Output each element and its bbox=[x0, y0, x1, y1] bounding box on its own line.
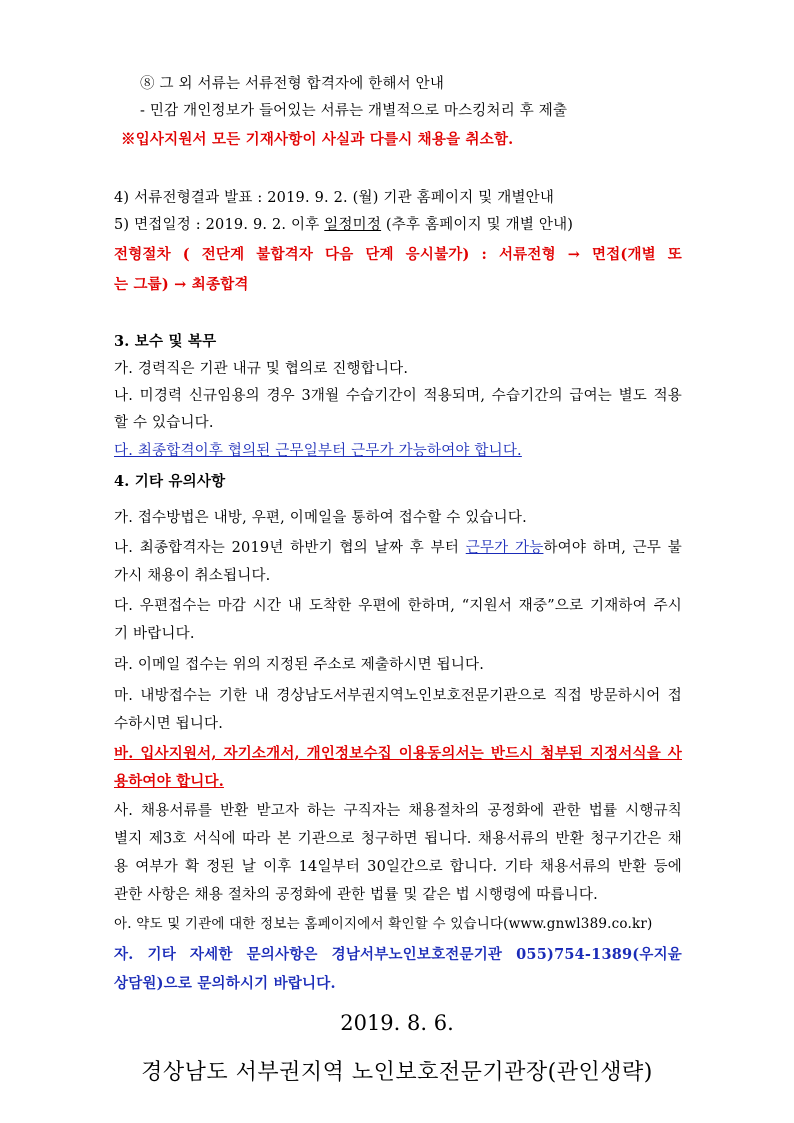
doc-line-25: 관한 사항은 채용 절차의 공정화에 관한 법률 및 같은 법 시행령에 따릅니다. bbox=[114, 887, 598, 903]
doc-line-17: 라. 이메일 접수는 위의 지정된 주소로 제출하시면 됩니다. bbox=[114, 657, 485, 673]
doc-line-13b: 근무가 가능 bbox=[465, 540, 544, 556]
doc-line-5 bbox=[114, 215, 573, 235]
doc-line-4: 4) 서류전형결과 발표 : 2019. 9. 2. (월) 기관 홈페이지 및 개별안내 bbox=[114, 190, 555, 206]
doc-line-3-warning: ※입사지원서 모든 기재사항이 사실과 다를시 채용을 취소함. bbox=[121, 131, 514, 148]
doc-line-5c: (추후 홈페이지 및 개별 안내) bbox=[381, 217, 574, 233]
doc-line-12: 가. 접수방법은 내방, 우편, 이메일을 통하여 접수할 수 있습니다. bbox=[114, 510, 527, 526]
issuer-signature-line: 경상남도 서부권지역 노인보호전문기관장(관인생략) bbox=[141, 1060, 653, 1085]
doc-line-28: 상담원)으로 문의하시기 바랍니다. bbox=[114, 975, 336, 992]
doc-line-13c: 하여야 하며, 근무 불 bbox=[543, 540, 682, 556]
doc-line-14: 가시 채용이 취소됩니다. bbox=[114, 568, 271, 584]
document-date: 2019. 8. 6. bbox=[340, 1011, 454, 1035]
doc-line-27: 자. 기타 자세한 문의사항은 경남서부노인보호전문기관 055)754-1389(우지윤 bbox=[114, 946, 682, 963]
doc-line-13a: 나. 최종합격자는 2019년 하반기 협의 날짜 후 부터 bbox=[114, 540, 466, 556]
doc-line-16: 기 바랍니다. bbox=[114, 626, 195, 642]
doc-line-5a: 5) 면접일정 : 2019. 9. 2. 이후 bbox=[114, 217, 325, 233]
doc-line-23: 별지 제3호 서식에 따라 본 기관으로 청구하면 됩니다. 채용서류의 반환 청구기간은 채 bbox=[114, 831, 682, 847]
doc-line-22: 사. 채용서류를 반환 받고자 하는 구직자는 채용절차의 공정화에 관한 법률 시행규칙 bbox=[114, 803, 682, 819]
doc-line-5b: 일정미정 bbox=[324, 217, 382, 233]
doc-line-1: ⑧ 그 외 서류는 서류전형 합격자에 한해서 안내 bbox=[140, 76, 445, 92]
doc-line-13 bbox=[114, 538, 682, 558]
doc-line-24: 용 여부가 확 정된 날 이후 14일부터 30일간으로 합니다. 기타 채용서류의 반환 등에 bbox=[114, 859, 682, 875]
doc-line-26: 아. 약도 및 기관에 대한 정보는 홈페이지에서 확인할 수 있습니다(www.gnwl389.co.kr) bbox=[114, 916, 653, 932]
doc-line-18: 마. 내방접수는 기한 내 경상남도서부권지역노인보호전문기관으로 직접 방문하시어 접 bbox=[114, 688, 682, 704]
doc-line-21: 용하여야 합니다. bbox=[114, 773, 224, 790]
section-4-heading: 4. 기타 유의사항 bbox=[114, 473, 226, 490]
doc-line-9: 나. 미경력 신규임용의 경우 3개월 수습기간이 적용되며, 수습기간의 급여는 별도 적용 bbox=[114, 388, 682, 404]
doc-line-20: 바. 입사지원서, 자기소개서, 개인정보수집 이용동의서는 반드시 첨부된 지정서식을 사 bbox=[114, 745, 682, 762]
doc-line-11: 다. 최종합격이후 협의된 근무일부터 근무가 가능하여야 합니다. bbox=[114, 443, 522, 459]
doc-line-10: 할 수 있습니다. bbox=[114, 415, 214, 431]
doc-line-7: 는 그룹) → 최종합격 bbox=[114, 276, 249, 293]
doc-line-6: 전형절차 ( 전단계 불합격자 다음 단계 응시불가) : 서류전형 → 면접(개별 또 bbox=[114, 246, 682, 263]
doc-line-8: 가. 경력직은 기관 내규 및 협의로 진행합니다. bbox=[114, 361, 409, 377]
doc-line-2: - 민감 개인정보가 들어있는 서류는 개별적으로 마스킹처리 후 제출 bbox=[140, 103, 568, 119]
doc-line-19: 수하시면 됩니다. bbox=[114, 716, 224, 732]
section-3-heading: 3. 보수 및 복무 bbox=[114, 333, 217, 350]
doc-line-15: 다. 우편접수는 마감 시간 내 도착한 우편에 한하며, “지원서 재중”으로 기재하여 주시 bbox=[114, 598, 682, 614]
